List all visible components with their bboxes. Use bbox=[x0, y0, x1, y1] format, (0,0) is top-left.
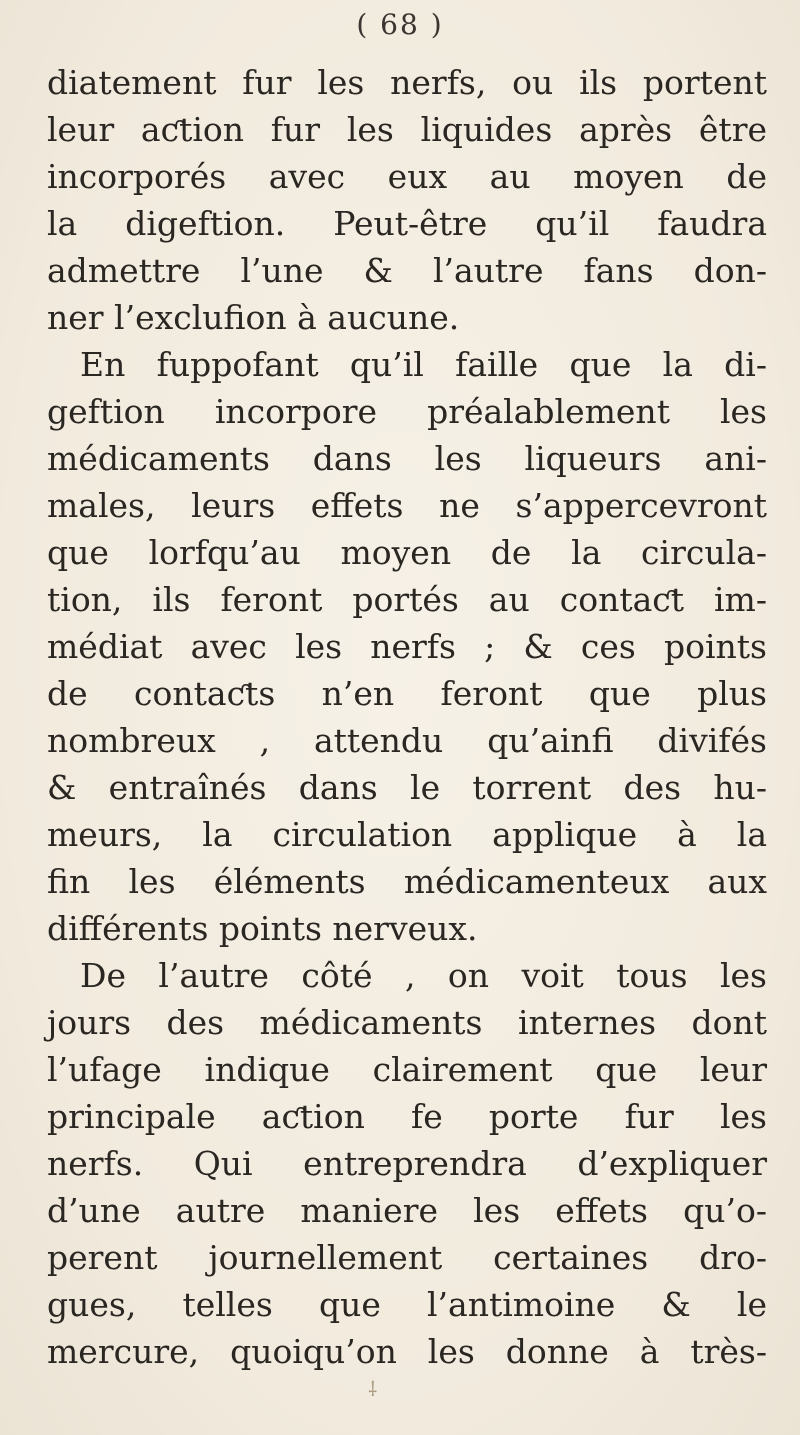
ink-speck: ⸸ bbox=[368, 1377, 378, 1401]
text-line: médiat avec les nerfs ; & ces points bbox=[47, 627, 767, 666]
text-line: nombreux , attendu qu’ainfi divifés bbox=[47, 721, 767, 760]
text-line: En fuppofant qu’il faille que la di- bbox=[80, 345, 767, 384]
text-line: De l’autre côté , on voit tous les bbox=[80, 956, 767, 995]
text-line: l’ufage indique clairement que leur bbox=[47, 1050, 767, 1089]
text-line: gues, telles que l’antimoine & le bbox=[47, 1285, 767, 1324]
text-line: de contaƈts n’en feront que plus bbox=[47, 674, 767, 713]
text-line: ner l’exclufion à aucune. bbox=[47, 298, 460, 337]
text-line: leur aƈtion fur les liquides après être bbox=[47, 110, 767, 149]
text-line: perent journellement certaines dro- bbox=[47, 1238, 767, 1277]
text-line: fin les éléments médicamenteux aux bbox=[47, 862, 767, 901]
text-line: médicaments dans les liqueurs ani- bbox=[47, 439, 767, 478]
text-line: différents points nerveux. bbox=[47, 909, 478, 948]
text-line: mercure, quoiqu’on les donne à très- bbox=[47, 1332, 767, 1371]
text-line: admettre l’une & l’autre fans don- bbox=[47, 251, 767, 290]
text-line: diatement fur les nerfs, ou ils portent bbox=[47, 63, 767, 102]
text-line: la digeftion. Peut-être qu’il faudra bbox=[47, 204, 767, 243]
text-line: nerfs. Qui entreprendra d’expliquer bbox=[47, 1144, 767, 1183]
text-line: incorporés avec eux au moyen de bbox=[47, 157, 767, 196]
text-line: tion, ils feront portés au contaƈt im- bbox=[47, 580, 767, 619]
text-line: d’une autre maniere les effets qu’o- bbox=[47, 1191, 767, 1230]
text-line: que lorfqu’au moyen de la circula- bbox=[47, 533, 767, 572]
page-number: ( 68 ) bbox=[356, 8, 444, 41]
text-line: meurs, la circulation applique à la bbox=[47, 815, 767, 854]
text-line: geftion incorpore préalablement les bbox=[47, 392, 767, 431]
text-line: principale aƈtion fe porte fur les bbox=[47, 1097, 767, 1136]
text-line: & entraînés dans le torrent des hu- bbox=[47, 768, 767, 807]
text-line: males, leurs effets ne s’appercevront bbox=[47, 486, 767, 525]
text-line: jours des médicaments internes dont bbox=[47, 1003, 767, 1042]
